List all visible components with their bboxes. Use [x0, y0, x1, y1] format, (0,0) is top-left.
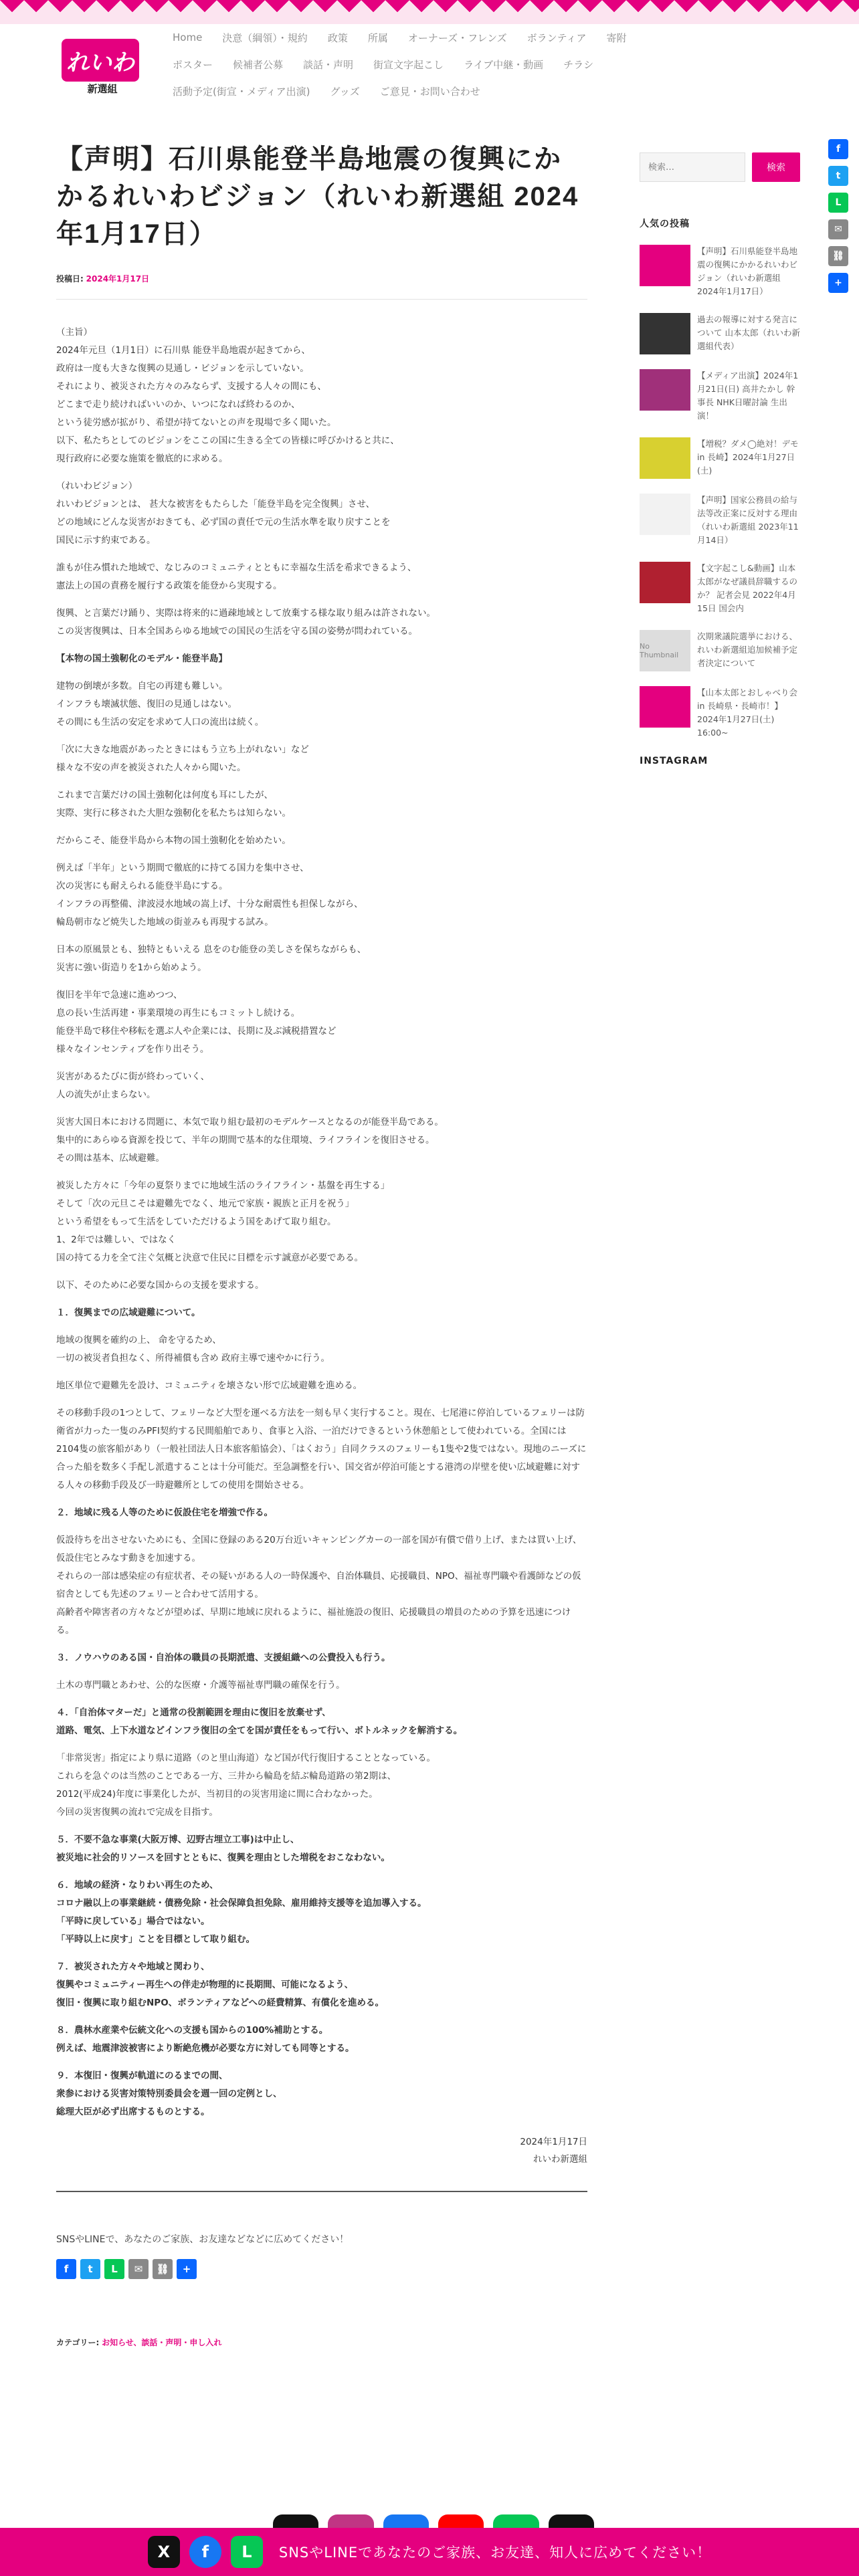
facebook-icon[interactable]: f — [56, 2259, 76, 2279]
paragraph: （れいわビジョン） れいわビジョンとは、 甚大な被害をもたらした「能登半島を完全復興」させ、 どの地域にどんな災害がおきても、必ず国の責任で元の生活水準を取り戻すことを 国民に示す約束である。 — [56, 481, 391, 546]
popular-post-item[interactable] — [640, 562, 800, 615]
search-button[interactable]: 検索 — [752, 152, 800, 182]
popular-post-item[interactable] — [640, 245, 800, 298]
section-heading: ９．本復旧・復興が軌道にのるまでの間、 衆参における災害対策特別委員会を週一回の定例とし、 総理大臣が必ず出席するものとする。 — [56, 2070, 282, 2117]
nav-item-owners[interactable]: オーナーズ・フレンズ — [407, 31, 507, 44]
paragraph: 地区単位で避難先を設け、コミュニティを壊さない形で広域避難を進める。 — [56, 1380, 363, 1391]
email-icon[interactable]: ✉ — [128, 2259, 149, 2279]
divider — [56, 299, 587, 300]
line-icon[interactable]: L — [828, 193, 848, 213]
section-heading: ４．「自治体マターだ」と通常の役割範囲を理由に復旧を放棄せず、 道路、電気、上下水道などインフラ復旧の全てを国が責任をもって行い、ボトルネックを解消する。 — [56, 1707, 463, 1736]
nav-row-3 — [173, 78, 775, 104]
popular-post-link[interactable]: 【山本太郎とおしゃべり会 in 長崎県・長崎市！】2024年1月27日(土) 16:00~ — [697, 687, 798, 738]
nav-item-schedule[interactable]: 活動予定(街宣・メディア出演) — [173, 85, 310, 98]
twitter-icon[interactable]: t — [80, 2259, 100, 2279]
section-heading: ３．ノウハウのある国・自治体の職員の長期派遣、支援組織への公費投入も行う。 — [56, 1652, 391, 1663]
paragraph: 地域の復興を確約の上、 命を守るため、 一切の被災者負担なく、所得補償も含め 政府主導で速やかに行う。 — [56, 1335, 330, 1364]
logo-text: れいわ — [66, 49, 134, 76]
paragraph: 復興、と言葉だけ踊り、実際は将来的に過疎地域として放棄する様な取り組みは許されない。 この災害復興は、日本全国あらゆる地域での国民の生活を守る国の姿勢が問われている。 — [56, 608, 436, 637]
nav-row-2 — [173, 51, 775, 78]
popular-post-thumbnail[interactable] — [640, 686, 690, 728]
share-plus-icon[interactable]: + — [828, 273, 848, 293]
category-line — [56, 2337, 587, 2348]
paragraph: その移動手段の1つとして、フェリーなど大型を運べる方法を一刻も早く実行すること。現在、七尾港に停泊しているフェリーは防衛省が力った一隻のみPFI契約する民間船舶であり、食事と入浴、一泊だけできるという休憩船として使われている。全国には2104隻の旅客船があり（一般社団法人日本旅客船協会）、「はくおう」自同クラスのフェリーも1隻や2隻ではない。現地のニーズに合った船を数多く手配し派遣することは十分可能だ。至急調整を行い、国交省が停泊可能とする港湾の岸壁を使い広域避難に対する人々の移動手段及び一時避難所としての使用を開始させる。 — [56, 1408, 587, 1491]
search-form — [640, 152, 800, 182]
link-icon[interactable]: ⛓ — [153, 2259, 173, 2279]
popular-post-item[interactable] — [640, 494, 800, 547]
popular-post-item[interactable] — [640, 437, 800, 479]
post-meta — [56, 273, 587, 284]
paragraph: 土木の専門職とあわせ、公的な医療・介護等福祉専門職の確保を行う。 — [56, 1680, 345, 1691]
article-main — [56, 140, 587, 2348]
bottom-share-bar — [0, 2528, 859, 2576]
nav-item-contact[interactable]: ご意見・お問い合わせ — [379, 85, 480, 98]
paragraph: 建物の倒壊が多数。自宅の再建も難しい。 インフラも壊滅状態、復旧の見通しはない。 その間にも生活の安定を求めて人口の流出は続く。 — [56, 681, 264, 728]
section-heading: ７．被災された方々や地域と関わり、 復興やコミュニティー再生への伴走が物理的に長期間、可能になるよう、 復旧・復興に取り組むNPO、ボランティアなどへの経費精算、有償化を進める。 — [56, 1961, 385, 2008]
nav-item-policy[interactable]: 政策 — [327, 31, 348, 44]
section-heading: ５．不要不急な事業(大阪万博、辺野古埋立工事)は中止し、 被災地に社会的リソースを回すとともに、復興を理由とした増税をおこなわない。 — [56, 1834, 390, 1863]
paragraph: 誰もが住み慣れた地域で、なじみのコミュニティとともに幸福な生活を希求できるよう、 憲法上の国の責務を履行する政策を能登から実現する。 — [56, 562, 417, 591]
category-links[interactable]: お知らせ、談話・声明・申し入れ — [102, 2338, 222, 2347]
popular-post-item[interactable] — [640, 369, 800, 423]
paragraph: （主旨） 2024年元旦（1月1日）に石川県 能登半島地震が起きてから、 政府は一度も大きな復興の見通し・ビジョンを示していない。 それにより、被災された方々のみならず、支援する人々の間にも、 どこまで走り続ければいいのか、いつになれば終わるのか、 という徒労感が拡がり、希望が持てないとの声を現場で多く聞いた。 以下、私たちとしてのビジョンをここの国に生きる全ての皆様に呼びかけると共に、 現行政府に必要な施策を徹底的に求める。 — [56, 327, 399, 464]
share-buttons — [56, 2259, 587, 2279]
sidebar — [640, 152, 800, 766]
popular-post-link[interactable]: 次期衆議院選挙における、れいわ新選組追加候補予定者決定について — [697, 631, 798, 668]
article-title: 【声明】石川県能登半島地震の復興にかかるれいわビジョン（れいわ新選組 2024年1月17日） — [56, 144, 579, 249]
link-icon[interactable]: ⛓ — [828, 246, 848, 266]
twitter-icon[interactable]: t — [828, 166, 848, 186]
share-prompt: SNSやLINEで、あなたのご家族、お友達などなどに広めてください！ — [56, 2234, 349, 2245]
popular-post-link[interactable]: 【文字起こし&動画】山本太郎がなぜ議員辞職するのか？ 記者会見 2022年4月15日 国会内 — [697, 563, 798, 613]
nav-row-1 — [173, 24, 775, 51]
category-label: カテゴリー: — [56, 2338, 100, 2347]
signature-org: れいわ新選組 — [533, 2154, 587, 2165]
popular-post-thumbnail[interactable] — [640, 369, 690, 411]
share-plus-icon[interactable]: + — [177, 2259, 197, 2279]
signature — [56, 2133, 587, 2168]
signature-date: 2024年1月17日 — [520, 2137, 587, 2147]
popular-post-thumbnail[interactable] — [640, 562, 690, 603]
instagram-heading: INSTAGRAM — [640, 756, 708, 766]
popular-post-link[interactable]: 【メディア出演】2024年1月21日(日) 高井たかし 幹事長 NHK日曜討論 生出演！ — [697, 370, 799, 421]
search-input[interactable] — [640, 152, 745, 182]
nav-item-donate[interactable]: 寄附 — [606, 31, 627, 44]
divider — [56, 2191, 587, 2192]
popular-post-item[interactable] — [640, 630, 800, 671]
popular-post-thumbnail[interactable] — [640, 494, 690, 535]
nav-item-transcripts[interactable]: 街宣文字起こし — [373, 58, 444, 71]
popular-list — [640, 245, 800, 740]
logo-subtitle: 新選組 — [87, 83, 118, 95]
line-icon[interactable]: L — [104, 2259, 124, 2279]
floating-share-bar — [828, 139, 851, 300]
nav-item-candidate[interactable]: 候補者公募 — [233, 58, 284, 71]
article-body — [56, 324, 587, 2121]
nav-item-platform[interactable]: 決意（綱領）・規約 — [222, 31, 308, 44]
section-heading: ８．農林水産業や伝統文化への支援も国からの100%補助とする。 例えば、地震津波被害により断絶危機が必要な方に対しても同等とする。 — [56, 2025, 355, 2054]
paragraph: 被災した方々に「今年の夏祭りまでに地域生活のライフライン・基盤を再生する」 そして「次の元旦こそは避難先でなく、地元で家族・親族と正月を祝う」 という希望をもって生活をしていただけるよう国をあげて取り組む。 1、2年では難しい、ではなく 国の持てる力を全て注ぐ気概と決意で住民に目標を示す誠意が必要である。 — [56, 1180, 390, 1263]
popular-heading: 人気の投稿 — [640, 219, 690, 229]
post-date-label: 投稿日: — [56, 274, 84, 284]
popular-post-link[interactable]: 【増税？ダメ◯絶対！デモ in 長崎】2024年1月27日(土) — [697, 439, 799, 475]
paragraph: 仮設待ちを出させないためにも、全国に登録のある20万台近いキャンピングカーの一部を国が有償で借り上げ、または買い上げ、仮設住宅とみなす動きを加速する。 それらの一部は感染症の有症状者、その疑いがある人の一時保護や、自治体職員、応援職員、NPO、福祉専門職や看護師などの仮宿舎としても先述のフェリーと合わせて活用する。 高齢者や障害者の方々などが望めば、早期に地域に戻れるように、福祉施設の復旧、応援職員の増員のための予算を迅速につける。 — [56, 1535, 582, 1636]
paragraph: 日本の原風景とも、独特ともいえる 息をのむ能登の美しさを保ちながらも、 災害に強い街造りを1から始めよう。 — [56, 944, 367, 973]
section-heading: ６．地域の経済・なりわい再生のため、 コロナ融以上の事業継続・債務免除・社会保障負担免除、雇用維持支援等を追加導入する。 「平時に戻している」場合ではない。 「平時以上に戻す」ことを目標として取り組む。 — [56, 1880, 427, 1945]
paragraph: これまで言葉だけの国土強靭化は何度も耳にしたが、 実際、実行に移された大胆な強靭化を私たちは知らない。 — [56, 790, 291, 819]
paragraph: 例えば「半年」という期間で徹底的に持てる国力を集中させ、 次の災害にも耐えられる能登半島にする。 インフラの再整備、津波浸水地域の嵩上げ、十分な耐震性も担保しながら、 輪島朝市など焼失した地域の街並みも再現する試み。 — [56, 863, 363, 928]
popular-post-thumbnail[interactable] — [640, 313, 690, 354]
nav-item-flyers[interactable]: チラシ — [563, 58, 594, 71]
popular-post-link[interactable]: 【声明】石川県能登半島地震の復興にかかるれいわビジョン（れいわ新選組 2024年1月17日） — [697, 246, 798, 296]
paragraph: 復旧を半年で急速に進めつつ、 息の長い生活再建・事業環境の再生にもコミットし続ける。 能登半島で移住や移転を選ぶ人や企業には、長期に及ぶ減税措置など 様々なインセンティブを作り出そう。 — [56, 990, 337, 1055]
popular-post-thumbnail[interactable] — [640, 245, 690, 286]
section-heading: 【本物の国土強靭化のモデル・能登半島】 — [56, 653, 227, 664]
nav-item-goods[interactable]: グッズ — [330, 85, 360, 98]
site-logo[interactable] — [62, 39, 139, 82]
nav-item-poster[interactable]: ポスター — [173, 58, 213, 71]
paragraph: 以下、そのために必要な国からの支援を要求する。 — [56, 1280, 264, 1291]
line-icon[interactable]: L — [231, 2536, 263, 2568]
nav-item-members[interactable]: 所属 — [367, 31, 388, 44]
facebook-icon[interactable]: f — [828, 139, 848, 159]
paragraph: 「非常災害」指定により県に道路（のと里山海道）など国が代行復旧することとなっている。 これらを急ぐのは当然のことである一方、三井から輪島を結ぶ輪島道路の第2期は、 2012(平成24)年度に事業化したが、当初目的の災害用途に間に合わなかった。 今回の災害復興の流れで完成を目指す。 — [56, 1753, 436, 1818]
nav-item-statements[interactable]: 談話・声明 — [303, 58, 354, 71]
popular-post-link[interactable]: 【声明】国家公務員の給与法等改正案に反対する理由（れいわ新選組 2023年11月14日） — [697, 495, 799, 545]
post-date-link[interactable]: 2024年1月17日 — [86, 274, 150, 284]
facebook-icon[interactable]: f — [189, 2536, 221, 2568]
main-nav — [173, 24, 775, 104]
popular-post-link[interactable]: 過去の報導に対する発言について 山本太郎（れいわ新選組代表） — [697, 314, 800, 351]
popular-post-thumbnail[interactable] — [640, 437, 690, 479]
popular-post-item[interactable] — [640, 313, 800, 354]
paragraph: 「次に大きな地震があったときにはもう立ち上がれない」など 様々な不安の声を被災された人々から聞いた。 — [56, 744, 309, 773]
nav-item-volunteer[interactable]: ボランティア — [527, 31, 587, 44]
header-zigzag-border — [0, 0, 859, 24]
email-icon[interactable]: ✉ — [828, 219, 848, 239]
nav-item-home[interactable]: Home — [173, 31, 203, 43]
section-heading: １．復興までの広域避難について。 — [56, 1307, 201, 1318]
paragraph: だからこそ、能登半島から本物の国土強靭化を始めたい。 — [56, 835, 291, 846]
paragraph: 災害があるたびに街が終わっていく、 人の流失が止まらない。 — [56, 1071, 210, 1100]
x-icon[interactable]: X — [148, 2536, 180, 2568]
nav-item-live[interactable]: ライブ中継・動画 — [464, 58, 544, 71]
section-heading: ２．地域に残る人等のために仮設住宅を増強で作る。 — [56, 1507, 273, 1518]
paragraph: 災害大国日本における問題に、本気で取り組む最初のモデルケースとなるのが能登半島である。 集中的にあらゆる資源を投じて、半年の期間で基本的な住環境、ライフラインを復旧させる。 その間は基本、広域避難。 — [56, 1117, 444, 1164]
popular-post-thumbnail[interactable]: No Thumbnail — [640, 630, 690, 671]
bottom-bar-text: SNSやLINEであなたのご家族、お友達、知人に広めてください！ — [278, 2545, 712, 2561]
popular-post-item[interactable] — [640, 686, 800, 740]
